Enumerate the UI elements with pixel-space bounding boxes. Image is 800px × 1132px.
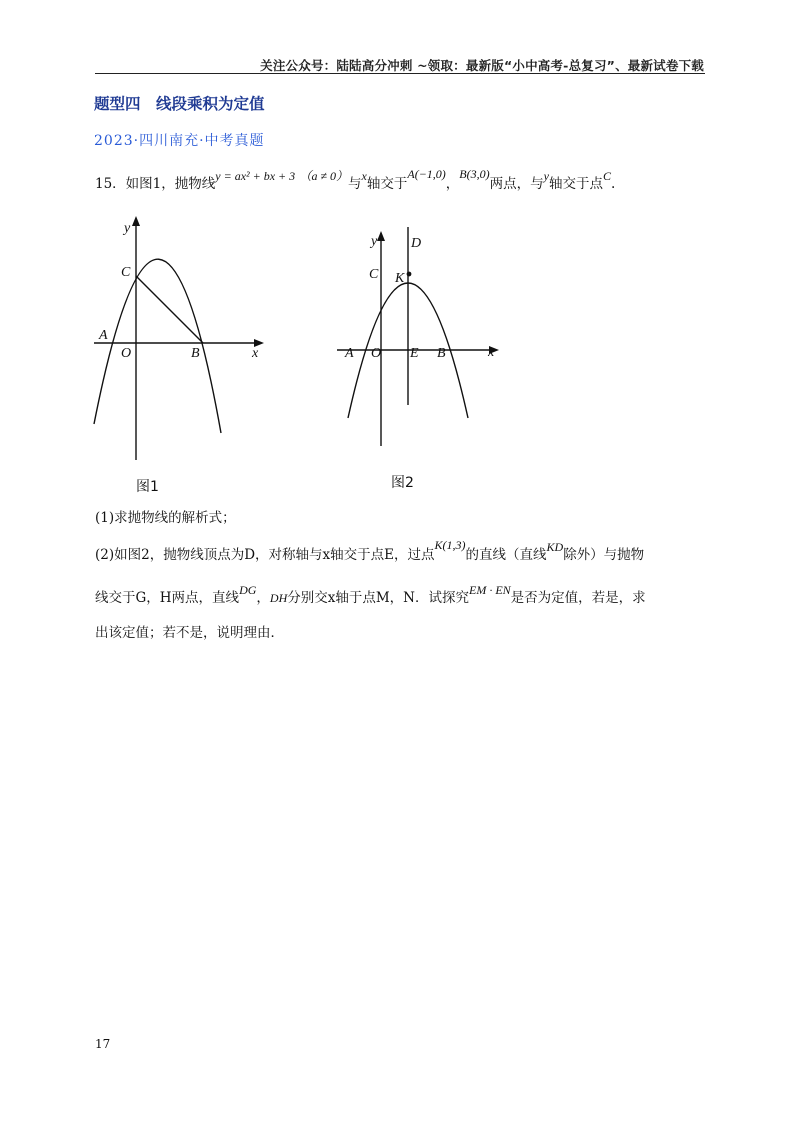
question-part-2-line-3: 出该定值；若不是，说明理由． <box>95 625 284 641</box>
part2-line2-comma: ， <box>256 590 270 606</box>
fig2-point-k <box>407 272 412 277</box>
fig1-label-y: y <box>124 221 131 236</box>
fig2-label-b: B <box>437 346 446 361</box>
part2-line1-end: 除外）与抛物 <box>563 547 645 563</box>
part2-line2-mid: 分别交x轴于点M，N．试探究 <box>287 590 469 606</box>
part2-line1-text: (2)如图2，抛物线顶点为D，对称轴与x轴交于点E，过点 <box>95 547 435 563</box>
question-part-2-line-2 <box>95 583 646 608</box>
figure-1-graph <box>90 210 280 465</box>
coefficient-condition: （a ≠ 0） <box>299 169 349 183</box>
problem-intro: 15．如图1，抛物线 <box>95 176 216 192</box>
fig1-label-b: B <box>191 346 200 361</box>
line-kd: KD <box>546 540 564 554</box>
exam-source: 2023·四川南充·中考真题 <box>94 133 265 149</box>
text-with: 与 <box>348 176 362 192</box>
fig2-label-y: y <box>371 234 378 249</box>
point-a: A(−1,0) <box>407 167 446 181</box>
part2-line2-end: 是否为定值，若是，求 <box>510 590 646 606</box>
fig1-segment-cb <box>136 276 203 343</box>
section-title: 题型四 线段乘积为定值 <box>94 95 265 113</box>
point-c: C <box>602 169 611 183</box>
fig2-label-a: A <box>345 346 354 361</box>
point-k: K(1,3) <box>434 538 466 552</box>
y-variable: y <box>543 169 549 183</box>
text-two-points: 两点，与 <box>489 176 544 192</box>
part2-line1-mid: 的直线（直线 <box>465 547 547 563</box>
page-header: 关注公众号：陆陆高分冲刺 ~领取：最新版“小中高考-总复习”、最新试卷下载 <box>260 58 704 73</box>
point-b: B(3,0) <box>459 167 490 181</box>
fig2-label-o: O <box>371 346 382 361</box>
question-part-2-line-1 <box>95 538 645 565</box>
fig2-y-arrow <box>377 231 385 241</box>
header-divider <box>95 73 705 74</box>
fig2-label-e: E <box>410 346 419 361</box>
question-part-1: (1)求抛物线的解析式； <box>95 510 236 526</box>
text-axis-meets: 轴交于 <box>366 176 408 192</box>
problem-statement <box>95 167 616 194</box>
fig1-y-arrow <box>132 216 140 226</box>
fig2-label-k: K <box>395 271 405 286</box>
figure-1-caption: 图1 <box>136 479 159 495</box>
page-number: 17 <box>95 1037 111 1051</box>
fig2-label-x: x <box>488 345 495 360</box>
text-axis-meets-point: 轴交于点 <box>548 176 603 192</box>
text-comma: ， <box>445 176 460 192</box>
x-variable: x <box>361 169 367 183</box>
line-dg: DG <box>239 583 257 597</box>
fig1-label-a: A <box>99 328 108 343</box>
product-em-en: EM · EN <box>469 583 511 597</box>
part2-line2-text: 线交于G，H两点，直线 <box>95 590 240 606</box>
parabola-equation: y = ax² + bx + 3 <box>215 169 296 183</box>
figure-2-caption: 图2 <box>391 475 414 491</box>
text-period: . <box>610 176 616 192</box>
fig2-label-c: C <box>369 267 379 282</box>
fig2-label-d: D <box>411 236 422 251</box>
fig1-label-o: O <box>121 346 132 361</box>
line-dh: DH <box>269 591 288 605</box>
fig1-label-x: x <box>252 346 259 361</box>
fig1-parabola <box>94 259 221 433</box>
figure-2-graph <box>333 225 508 450</box>
fig1-label-c: C <box>121 265 131 280</box>
